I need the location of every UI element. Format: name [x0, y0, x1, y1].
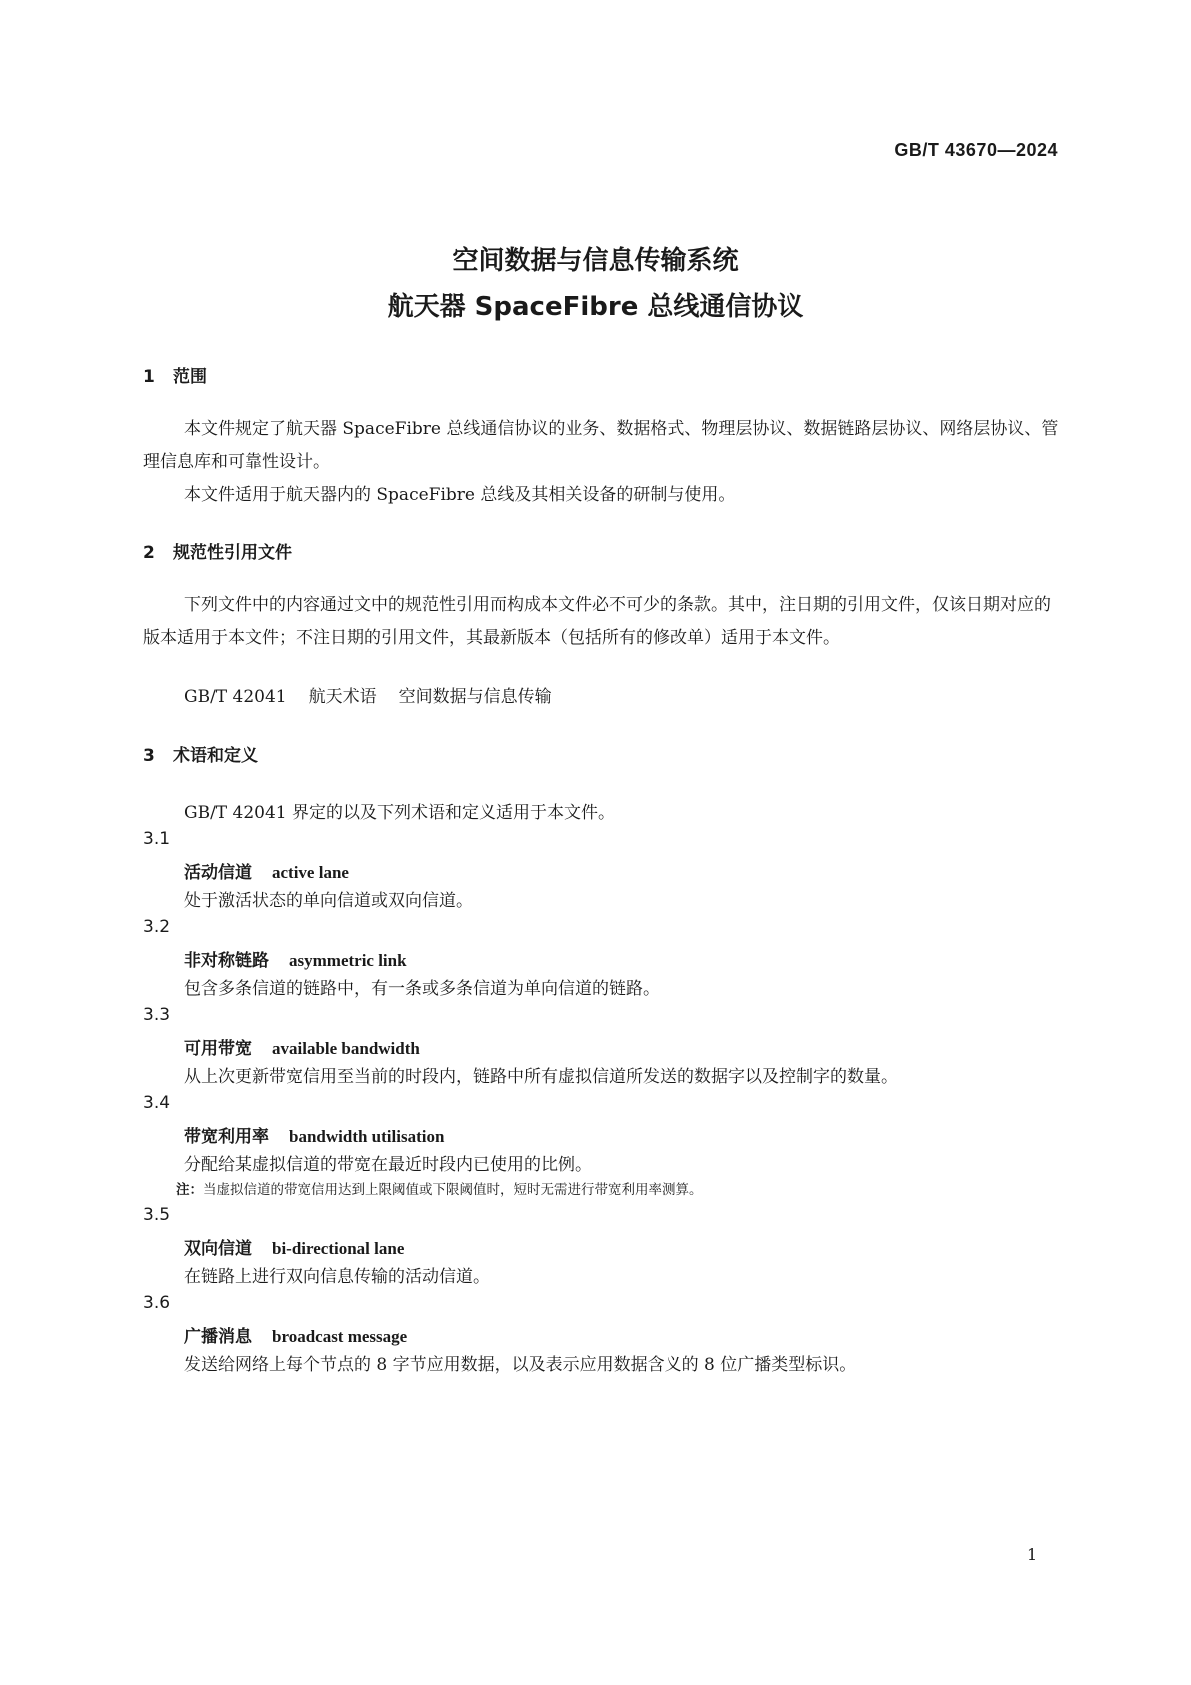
section-title: 范围	[173, 367, 207, 387]
term-number: 3.3	[143, 1005, 171, 1025]
document-title-line2: 航天器 SpaceFibre 总线通信协议	[387, 292, 804, 322]
section-heading-terms	[143, 741, 258, 766]
note-label: 注：	[176, 1182, 203, 1198]
term-english: asymmetric link	[289, 951, 407, 970]
term-chinese: 带宽利用率	[184, 1127, 269, 1147]
term-number: 3.6	[143, 1293, 171, 1313]
reference-title-part2: 空间数据与信息传输	[398, 687, 552, 707]
term-number: 3.1	[143, 829, 171, 849]
term-number: 3.4	[143, 1093, 171, 1113]
scope-paragraph-1: 本文件规定了航天器 SpaceFibre 总线通信协议的业务、数据格式、物理层协议、数据链路层协议、网络层协议、管理信息库和可靠性设计。	[143, 419, 1059, 472]
reference-entry	[184, 682, 552, 707]
page-number: 1	[1027, 1545, 1038, 1564]
term-english: available bandwidth	[272, 1039, 420, 1058]
document-title-line1: 空间数据与信息传输系统	[452, 246, 739, 276]
term-definition: 发送给网络上每个节点的 8 字节应用数据，以及表示应用数据含义的 8 位广播类型标识。	[184, 1355, 857, 1375]
reference-title-part1: 航天术语	[308, 687, 377, 707]
term-chinese: 活动信道	[184, 863, 252, 883]
term-english: bandwidth utilisation	[289, 1127, 445, 1146]
section-number: 2	[143, 543, 155, 563]
scope-paragraph-2: 本文件适用于航天器内的 SpaceFibre 总线及其相关设备的研制与使用。	[184, 485, 736, 505]
term-english: broadcast message	[272, 1327, 408, 1346]
term-definition: 包含多条信道的链路中，有一条或多条信道为单向信道的链路。	[184, 979, 660, 999]
term-number: 3.2	[143, 917, 171, 937]
document-code: GB/T 43670—2024	[894, 140, 1058, 160]
term-english: active lane	[272, 863, 349, 882]
term-chinese: 广播消息	[184, 1327, 252, 1347]
term-note	[176, 1178, 703, 1198]
term-chinese: 可用带宽	[184, 1039, 252, 1059]
section-heading-scope	[143, 362, 207, 387]
term-number: 3.5	[143, 1205, 171, 1225]
section-number: 1	[143, 367, 155, 387]
term-entry	[184, 1122, 444, 1147]
section-title: 术语和定义	[173, 746, 258, 766]
reference-code: GB/T 42041	[184, 687, 287, 707]
section-heading-normative-references	[143, 538, 292, 563]
term-definition: 在链路上进行双向信息传输的活动信道。	[184, 1267, 490, 1287]
term-definition: 分配给某虚拟信道的带宽在最近时段内已使用的比例。	[184, 1155, 592, 1175]
term-chinese: 双向信道	[184, 1239, 252, 1259]
term-entry	[184, 1034, 420, 1059]
terms-intro: GB/T 42041 界定的以及下列术语和定义适用于本文件。	[184, 803, 616, 823]
term-entry	[184, 946, 407, 971]
references-paragraph: 下列文件中的内容通过文中的规范性引用而构成本文件必不可少的条款。其中，注日期的引用文件，仅该日期对应的版本适用于本文件；不注日期的引用文件，其最新版本（包括所有的修改单）适用于本文件。	[143, 595, 1051, 648]
note-text: 当虚拟信道的带宽信用达到上限阈值或下限阈值时，短时无需进行带宽利用率测算。	[203, 1182, 703, 1198]
term-english: bi-directional lane	[272, 1239, 405, 1258]
term-entry	[184, 858, 349, 883]
section-number: 3	[143, 746, 155, 766]
term-entry	[184, 1234, 404, 1259]
term-definition: 处于激活状态的单向信道或双向信道。	[184, 891, 473, 911]
term-entry	[184, 1322, 407, 1347]
term-chinese: 非对称链路	[184, 951, 269, 971]
term-definition: 从上次更新带宽信用至当前的时段内，链路中所有虚拟信道所发送的数据字以及控制字的数量。	[184, 1067, 898, 1087]
section-title: 规范性引用文件	[173, 543, 292, 563]
